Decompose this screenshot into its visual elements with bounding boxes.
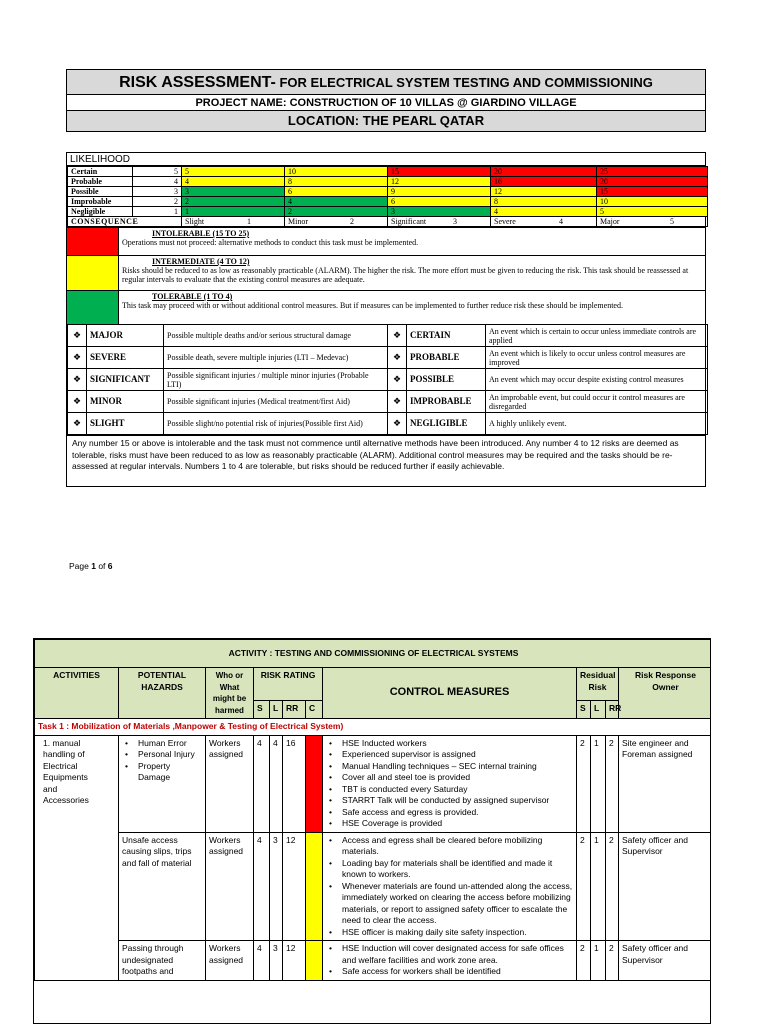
consequence-slight: Slight 1 [182,217,285,227]
likelihood-value: 1 [133,207,182,217]
intolerable-swatch [67,228,119,255]
header-residual-l: L [591,700,606,718]
likelihood-definition: An event which is likely to occur unless control measures are improved [486,347,708,369]
likelihood-value: 4 [133,177,182,187]
list-item: • Safe access and egress is provided. [326,807,573,819]
risk-score-cell: 6 [388,197,491,207]
diamond-bullet-icon: ❖ [68,347,87,369]
severity-value: 4 [254,832,270,941]
table-row [35,941,712,981]
risk-score-cell: 20 [491,167,597,177]
project-name: PROJECT NAME: CONSTRUCTION OF 10 VILLAS @ GIARDINO VILLAGE [67,95,705,111]
likelihood-row [68,177,708,187]
severity-value: 4 [254,941,270,981]
intermediate-text: Risks should be reduced to as low as reasonably practicable (ALARM). The higher the risk. The more effort must be given to reducing the risk. This task should be reassessed at regular intervals to evaluate that the existing control measures are adequate. [122,266,689,284]
header-control-measures: CONTROL MEASURES [323,668,577,719]
who-harmed: Workers assigned [206,941,254,981]
residual-likelihood: 1 [591,735,606,832]
activity-line: Electrical [43,760,78,771]
consequence-term: MAJOR [87,325,164,347]
title-sub: FOR ELECTRICAL SYSTEM TESTING AND COMMISSIONING [275,75,653,90]
likelihood-value: 3 [270,832,283,941]
risk-score-cell: 16 [491,177,597,187]
project-location: LOCATION: THE PEARL QATAR [67,111,705,131]
diamond-bullet-icon: ❖ [68,369,87,391]
risk-score-cell: 8 [285,177,388,187]
list-item: • Safe access for workers shall be identified [326,966,573,978]
risk-owner: Safety officer and Supervisor [619,832,712,941]
header-activities: ACTIVITIES [35,668,119,719]
table-row [35,832,712,941]
intolerable-text: Operations must not proceed: alternative methods to conduct this task must be implemented. [122,238,419,247]
likelihood-value: 4 [270,735,283,832]
document-header [66,69,706,132]
list-item: • Personal Injury [122,749,202,761]
consequence-definition: Possible slight/no potential risk of injuries(Possible first Aid) [164,413,388,435]
consequence-term: MINOR [87,391,164,413]
control-list [326,835,573,939]
list-item: • Cover all and steel toe is provided [326,772,573,784]
legend-tolerable [67,290,705,324]
header-s: S [254,700,270,718]
risk-score-cell: 8 [491,197,597,207]
consequence-term: SEVERE [87,347,164,369]
diamond-bullet-icon: ❖ [68,391,87,413]
consequence-term: SIGNIFICANT [87,369,164,391]
list-item: • Human Error [122,738,202,750]
tolerable-swatch [67,291,119,324]
hazard-cell [119,941,206,981]
header-residual-s: S [577,700,591,718]
likelihood-definition: A highly unlikely event. [486,413,708,435]
list-item: • Manual Handling techniques – SEC internal training [326,761,573,773]
likelihood-label: LIKELIHOOD [67,153,705,166]
list-item: • Loading bay for materials shall be identified and made it known to workers. [326,858,573,881]
risk-score-cell: 4 [285,197,388,207]
risk-score-cell: 2 [182,197,285,207]
diamond-bullet-icon: ❖ [68,413,87,435]
diamond-bullet-icon: ❖ [388,325,407,347]
definitions-table [67,324,708,435]
tolerable-heading: TOLERABLE (1 TO 4) [152,292,233,301]
control-list [326,738,573,830]
risk-score-cell: 12 [388,177,491,187]
risk-matrix [66,152,706,487]
risk-score-cell: 5 [182,167,285,177]
risk-score-cell: 1 [182,207,285,217]
list-item: • Access and egress shall be cleared before mobilizing materials. [326,835,573,858]
severity-value: 4 [254,735,270,832]
risk-score-cell: 2 [285,207,388,217]
hazard-cell [119,735,206,832]
control-list [326,943,573,978]
activity-line: 1. manual [43,737,81,748]
header-c: C [306,700,323,718]
residual-rating: 2 [606,735,619,832]
control-measures [323,941,577,981]
diamond-bullet-icon: ❖ [388,347,407,369]
activity-table [34,639,711,981]
risk-score-cell: 3 [388,207,491,217]
risk-score-cell: 25 [597,167,708,177]
likelihood-name: Improbable [68,197,133,207]
risk-score-cell: 9 [388,187,491,197]
definition-row [68,413,708,435]
risk-color-cell [306,941,323,981]
activity-header-row [35,668,712,701]
consequence-major: Major 5 [597,217,708,227]
definition-row [68,325,708,347]
hazard-cell [119,832,206,941]
residual-severity: 2 [577,735,591,832]
risk-rating-value: 12 [283,941,306,981]
task-title: Task 1 : Mobilization of Materials ,Manpower & Testing of Electrical System) [35,719,712,736]
definition-row [68,347,708,369]
likelihood-term: IMPROBABLE [407,391,486,413]
risk-owner: Safety officer and Supervisor [619,941,712,981]
list-item: • HSE Coverage is provided [326,818,573,830]
intermediate-heading: INTERMEDIATE (4 TO 12) [152,257,250,266]
likelihood-definition: An improbable event, but could occur it control measures are disregarded [486,391,708,413]
likelihood-row [68,167,708,177]
risk-score-cell: 3 [182,187,285,197]
list-item: • HSE officer is making daily site safety inspection. [326,927,573,939]
residual-rating: 2 [606,941,619,981]
risk-notes: Any number 15 or above is intolerable and the task must not commence until alternative methods have been introduced. Any number 4 to 12 risks are deemed as tolerable, risks must have been reduced to as low as reasonably practicable (ALARM). Additional control measures may be required and the tasks should be re-assessed at regular intervals. Numbers 1 to 4 are tolerable, but risks should be reduced further if easily achievable. [67,435,705,486]
activity-line: and [43,783,58,794]
control-measures [323,735,577,832]
likelihood-definition: An event which may occur despite existing control measures [486,369,708,391]
control-measures [323,832,577,941]
risk-score-cell: 15 [597,187,708,197]
likelihood-name: Negligible [68,207,133,217]
hazard-text: Unsafe access causing slips, trips and fall of material [122,834,192,868]
consequence-row [68,217,708,227]
definition-row [68,391,708,413]
header-rr: RR [283,700,306,718]
diamond-bullet-icon: ❖ [388,369,407,391]
risk-rating-value: 16 [283,735,306,832]
risk-color-cell [306,832,323,941]
risk-score-cell: 10 [285,167,388,177]
diamond-bullet-icon: ❖ [388,391,407,413]
residual-likelihood: 1 [591,941,606,981]
list-item: • TBT is conducted every Saturday [326,784,573,796]
who-harmed: Workers assigned [206,832,254,941]
residual-severity: 2 [577,832,591,941]
activity-title-row [35,640,712,668]
risk-owner: Site engineer and Foreman assigned [619,735,712,832]
list-item: • Experienced supervisor is assigned [326,749,573,761]
likelihood-value: 3 [270,941,283,981]
consequence-definition: Possible multiple deaths and/or serious structural damage [164,325,388,347]
risk-score-cell: 4 [182,177,285,187]
risk-score-cell: 4 [491,207,597,217]
likelihood-name: Probable [68,177,133,187]
likelihood-name: Possible [68,187,133,197]
activity-title: ACTIVITY : TESTING AND COMMISSIONING OF ELECTRICAL SYSTEMS [35,640,712,668]
diamond-bullet-icon: ❖ [388,413,407,435]
title-main: RISK ASSESSMENT- [119,74,276,91]
legend-intolerable [67,227,705,255]
hazard-list [122,738,202,784]
header-residual-risk: Residual Risk [577,668,619,701]
risk-color-cell [306,735,323,832]
likelihood-name: Certain [68,167,133,177]
list-item: • HSE Induction will cover designated access for safe offices and welfare facilities and work zone area. [326,943,573,966]
risk-rating-value: 12 [283,832,306,941]
activity-table-block [33,638,711,1024]
list-item: • Whenever materials are found un-attended along the access, immediately worked on clearing the access before mobilizing materials, or report to assigned safety officer to escalate the need to clear the access. [326,881,573,927]
who-harmed: Workers assigned [206,735,254,832]
consequence-minor: Minor 2 [285,217,388,227]
list-item: • Property Damage [122,761,202,784]
legend-intermediate [67,255,705,290]
list-item: • HSE Inducted workers [326,738,573,750]
residual-likelihood: 1 [591,832,606,941]
likelihood-value: 2 [133,197,182,207]
page-number: Page 1 of 6 [69,561,113,571]
likelihood-term: CERTAIN [407,325,486,347]
intermediate-swatch [67,256,119,290]
activity-line: Equipments [43,772,88,782]
consequence-definition: Possible significant injuries / multiple minor injuries (Probable LTI) [164,369,388,391]
likelihood-value: 5 [133,167,182,177]
risk-score-cell: 5 [597,207,708,217]
likelihood-row [68,187,708,197]
likelihood-definition: An event which is certain to occur unless immediate controls are applied [486,325,708,347]
intolerable-heading: INTOLERABLE (15 TO 25) [152,229,250,238]
risk-score-cell: 15 [388,167,491,177]
consequence-term: SLIGHT [87,413,164,435]
risk-score-cell: 12 [491,187,597,197]
tolerable-text: This task may proceed with or without additional control measures. But if measures can be implemented to further reduce risk these should be implemented. [122,301,623,310]
risk-score-cell: 6 [285,187,388,197]
list-item: • STARRT Talk will be conducted by assigned supervisor [326,795,573,807]
task-row [35,719,712,736]
consequence-definition: Possible death, severe multiple injuries (LTI – Medevac) [164,347,388,369]
diamond-bullet-icon: ❖ [68,325,87,347]
likelihood-row [68,207,708,217]
likelihood-row [68,197,708,207]
activity-line: Accessories [43,795,89,805]
header-hazards: POTENTIAL HAZARDS [119,668,206,719]
table-row [35,735,712,832]
header-who: Who or What might be harmed [206,668,254,719]
document-title [67,70,705,95]
likelihood-term: NEGLIGIBLE [407,413,486,435]
residual-rating: 2 [606,832,619,941]
header-risk-rating: RISK RATING [254,668,323,701]
risk-score-cell: 10 [597,197,708,207]
consequence-definition: Possible significant injuries (Medical treatment/first Aid) [164,391,388,413]
header-owner: Risk Response Owner [619,668,712,719]
definition-row [68,369,708,391]
likelihood-value: 3 [133,187,182,197]
risk-score-cell: 20 [597,177,708,187]
consequence-severe: Severe 4 [491,217,597,227]
activity-line: handling of [43,749,85,759]
consequence-label: CONSEQUENCE [68,217,182,227]
hazard-text: Passing through undesignated footpaths and [122,943,184,976]
header-l: L [270,700,283,718]
activity-name [35,735,119,980]
consequence-significant: Significant 3 [388,217,491,227]
likelihood-term: POSSIBLE [407,369,486,391]
residual-severity: 2 [577,941,591,981]
matrix-grid [67,166,708,227]
likelihood-term: PROBABLE [407,347,486,369]
header-residual-rr: RR [606,700,619,718]
